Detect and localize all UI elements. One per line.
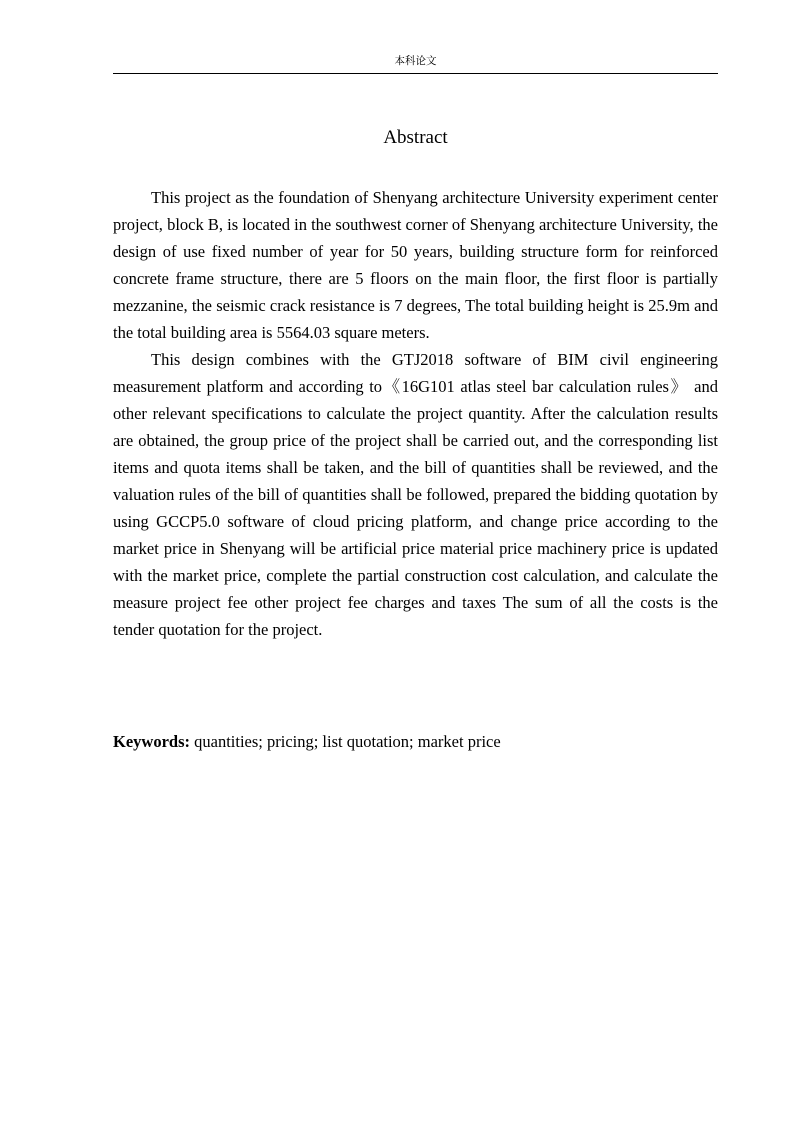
header-rule: [113, 73, 718, 74]
keywords-text: quantities; pricing; list quotation; market price: [190, 732, 501, 751]
abstract-body: [113, 184, 718, 643]
abstract-title: Abstract: [383, 127, 448, 148]
abstract-paragraph-1: This project as the foundation of Shenyang architecture University experiment center project, block B, is located in the southwest corner of Shenyang architecture University, the design of use fixed number of year for 50 years, building structure form for reinforced concrete frame structure, there are 5 floors on the main floor, the first floor is partially mezzanine, the seismic crack resistance is 7 degrees, The total building height is 25.9m and the total building area is 5564.03 square meters.: [113, 188, 718, 342]
keywords-line: [113, 728, 718, 755]
keywords-label: Keywords:: [113, 732, 190, 751]
running-header: 本科论文: [394, 55, 437, 67]
abstract-paragraph-2: This design combines with the GTJ2018 software of BIM civil engineering measurement platform and according to《16G101 atlas steel bar calculation rules》 and other relevant specifications to calculate the project quantity. After the calculation results are obtained, the group price of the project shall be carried out, and the corresponding list items and quota items shall be taken, and the bill of quantities shall be reviewed, and the valuation rules of the bill of quantities shall be followed, prepared the bidding quotation by using GCCP5.0 software of cloud pricing platform, and change price according to the market price in Shenyang will be artificial price material price machinery price is updated with the market price, complete the partial construction cost calculation, and calculate the measure project fee other project fee charges and taxes The sum of all the costs is the tender quotation for the project.: [113, 350, 718, 639]
